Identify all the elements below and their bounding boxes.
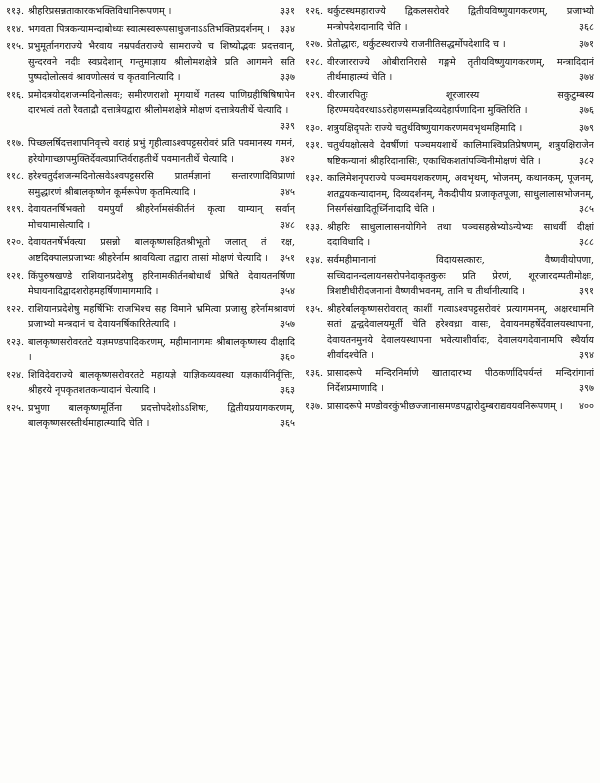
- index-entry: [305, 302, 594, 364]
- entry-page-number: ३५१: [280, 252, 295, 264]
- entry-text: भगवता पित्रकन्यामन्दाबोध्यः स्वात्मस्वरूपसाधुजनाऽऽतिभक्तिप्रदर्शनम् ।: [28, 23, 270, 35]
- entry-text: शत्रुयक्षिदृपतेः राज्ये चतुर्थविष्णुयागकरणमवभृथमहिमादि ।: [327, 122, 523, 134]
- entry-page-number: ३३७: [280, 72, 295, 84]
- entry-number: ११६.: [6, 89, 25, 101]
- index-entry: [305, 88, 594, 119]
- entry-text: चतुर्थयक्षोत्सवे देवर्षीणां पञ्चमयशार्थे कालिमाश्विप्रतिप्रेषणम्, शत्रुयक्षिराजेन षष्टिकन्यानां श्रीहरिदानासिः, एकाधिकशतांपञ्चिनीमोक्षणं चेति ।: [327, 140, 594, 167]
- index-entry: [6, 235, 295, 266]
- index-entry: [305, 366, 594, 397]
- entry-page-number: ३४८: [280, 219, 295, 231]
- entry-number: १२१.: [6, 270, 25, 282]
- entry-text: सर्वमहीमानानां विदायसत्कारः, वैष्णवीयोपणा, सच्चिदानन्दलायनसरोपनेदाकृतकुरुः प्रति प्रेरणं, शूरजारदम्पतीमोक्षः, त्रिशष्टीधीरीदजनानां वैष्णवीभवनम्, तानि च तीर्थानीत्यादि ।: [327, 254, 594, 298]
- entry-text: वीरजारराज्ये ओबीरानिरासे गङ्गमे तृतीयविष्णुयागकरणम्, मन्त्रादिदानं तीर्थमाहात्म्यं चेति ।: [327, 56, 594, 84]
- entry-text: देवायतनर्षेर्भक्त्या प्रसन्नो बालकृष्णसहितश्रीभूतो जलात् तं रक्ष, अष्टदिक्पालप्रजाभ्यः श्रीहरेर्नाम श्रावयित्वा तद्वारा तासां मोक्षणं चेत्यादि ।: [28, 237, 295, 264]
- entry-number: १२५.: [6, 402, 25, 414]
- entry-text: देवायतनर्षिभक्तो यमपुर्यां श्रीहरेर्नामसंकीर्तनं कृत्वा याम्यान् सर्वान् मोचयामासेत्यादि ।: [28, 204, 295, 231]
- entry-page-number: ३४५: [280, 186, 295, 198]
- entry-number: १२९.: [305, 89, 324, 101]
- entry-number: १२७.: [305, 39, 324, 51]
- entry-number: १३३.: [305, 221, 324, 233]
- entry-text: प्रभुणा बालकृष्णमूर्तिना प्रदत्तोपदेशोऽऽशिषः, द्वितीयप्रयागकरणम्, बालकृष्णसरस्तीर्थमाहात्म्यादि चेति ।: [28, 402, 295, 430]
- entry-page-number: ३३४: [280, 23, 295, 35]
- index-entry: [6, 136, 295, 167]
- entry-text: थर्कुटस्थमहाराज्ये द्विकलसरोवरे द्वितीयविष्णुयागकरणम्, प्रजाभ्यो मन्त्रोपदेशदानादि चेति ।: [327, 6, 594, 33]
- entry-page-number: ३६८: [579, 21, 594, 33]
- index-entry: [305, 138, 594, 169]
- entry-text: राशियानप्रदेशेषु महर्षिभिः राजभिश्च सह विमाने भ्रमित्वा प्रजासु हरेर्नामश्रावणं प्रजाभ्यो मन्त्रदानं च देवायनर्षिकारितेत्यादि ।: [28, 303, 295, 331]
- index-entry: [6, 22, 295, 38]
- entry-text: प्रमोदत्रयोदशजन्मदिनोत्सवः; समीरणराशो मृगयार्थे गतस्य पाणिग्रहीषिषिषापेन दारभत्वं ततो रैवताद्रौ दत्तात्रेयद्वारा श्रीलोमशक्षेत्रे मोक्षणं दत्तात्रेयतीर्थे चेत्यादि ।: [28, 89, 295, 117]
- right-column: [305, 4, 594, 783]
- entry-number: १२३.: [6, 336, 25, 348]
- index-entry: [6, 169, 295, 200]
- index-entry: [6, 269, 295, 300]
- entry-number: १३४.: [305, 254, 324, 266]
- entry-page-number: ३५४: [280, 286, 295, 298]
- entry-text: प्रभुमूर्तानगराज्ये भैरवाय नम्रपर्वतराज्ये सामराज्ये च शिष्योद्भवः प्रदत्तवान्, सुन्दरवने नदीः स्वप्रदेशान् गन्तुमाज्ञाय श्रीलोमशक्षेत्रे प्रति आगमने सति पुष्पदोलोत्सवं श्रावणोत्सवं च कृतवानित्यादि ।: [28, 41, 295, 84]
- entry-number: १३१.: [305, 140, 324, 152]
- entry-number: ११५.: [6, 41, 25, 53]
- index-entry: [305, 253, 594, 300]
- entry-page-number: ३७१: [579, 39, 594, 51]
- entry-page-number: ३७९: [579, 122, 594, 134]
- entry-page-number: ३८२: [579, 155, 594, 167]
- entry-number: १२२.: [6, 303, 25, 315]
- entry-page-number: ३८८: [579, 237, 594, 249]
- entry-page-number: ३६०: [280, 352, 295, 364]
- index-entry: [305, 171, 594, 218]
- entry-number: ११३.: [6, 6, 25, 17]
- entry-number: १३२.: [305, 173, 324, 185]
- index-entry: [6, 368, 295, 399]
- entry-text: हरेश्चतुर्दशजन्मदिनोत्सवेऽश्वपट्टसरसि प्रातर्मज्ञानां सन्तारणादिविप्राणां समुद्धारणं श्रीबालकृष्णेन कूर्मरूपेण कृतमित्यादि ।: [28, 171, 295, 198]
- left-column: [6, 4, 295, 783]
- entry-page-number: ३५७: [280, 319, 295, 331]
- index-entry: [305, 121, 594, 137]
- entry-page-number: ३९१: [579, 286, 594, 298]
- index-entry: [305, 37, 594, 53]
- entry-text: कालिमेशनृपराज्ये पञ्चमयशकरणम्, अवभृथम्, भोजनम्, कथानकम्, पूजनम्, शतद्वयकन्यादानम्, दिव्यदर्शनम्, नैकदीपीय प्रजाकृतपूजा, साधुलालासभोजनम्, निसर्गसंखादितूर्ध्निनादादि चेति ।: [327, 173, 594, 216]
- entry-text: किंपुरुषखण्डे राशियानप्रदेशेषु हरिनामकीर्तनबोधार्थं प्रेषिते देवायतनर्षिणा मेघायनादिद्वादशरोहमहर्षिणामागमादि ।: [28, 270, 295, 298]
- entry-number: ११८.: [6, 171, 25, 183]
- entry-page-number: ३९४: [579, 350, 594, 362]
- index-entry: [6, 4, 295, 20]
- entry-text: श्रीहरेर्बालकृष्णसरोवरात् काशीं गत्वाऽश्वपट्टसरोवरं प्रत्यागमनम्, अक्षरधामनि सतां द्वन्द्वदेवालयमूर्ती चेति हरेश्वध्रा वासः, देवायनमहर्षेर्देवालयस्थापना, देवायतनमुनये देवालयस्थापना भवेत्याशीर्वादः, देवालयगदेवानामपि स्थैर्याय शीर्वादश्चेति ।: [327, 303, 594, 362]
- index-entry: [6, 88, 295, 135]
- index-entry: [6, 335, 295, 366]
- entry-page-number: ३३१: [280, 6, 295, 17]
- entry-page-number: ३३९: [280, 120, 295, 132]
- index-entry: [305, 4, 594, 35]
- entry-number: ११९.: [6, 204, 25, 216]
- index-entry: [6, 401, 295, 432]
- entry-text: श्रीहरिप्रसन्नताकारकभक्तिविधानिरूपणम् ।: [28, 6, 172, 17]
- index-entry: [6, 302, 295, 333]
- entry-page-number: ३८५: [579, 204, 594, 216]
- entry-number: १२८.: [305, 56, 324, 68]
- entry-number: १२६.: [305, 6, 324, 17]
- index-entry: [6, 202, 295, 233]
- entry-text: प्रासादरूपे मण्डोवरकुंभीछज्जानासमण्डपद्वारोदुम्बराद्यवयवनिरूपणम् ।: [327, 400, 563, 412]
- entry-page-number: ३७६: [579, 105, 594, 117]
- entry-page-number: ३६३: [280, 385, 295, 397]
- entry-text: प्रेतोद्धारः, थर्कुटस्थराज्ये राजनीतिसद्धर्मोपदेशादि च ।: [327, 39, 506, 51]
- index-entry: [305, 399, 594, 415]
- entry-text: वीरजारपितुः शूरजारस्य सकुटुम्बस्य हिरण्मयदेवरथाऽऽरोहणसम्पन्नदिव्यदेहार्पणादिना मुक्तिरिति ।: [327, 89, 594, 117]
- entry-text: प्रासादरूपे मन्दिरनिर्माणे खातादारभ्य पीठकर्णादिपर्यन्तं मन्दिरांगानां निर्देशप्रमाणादि ।: [327, 367, 594, 395]
- index-entry: [6, 39, 295, 86]
- entry-text: पिच्छलर्षिदत्तशापनिवृत्त्ये वराहं प्रभुं गृहीत्वाऽश्वपट्टसरोवरं प्रति पवमानस्य गमनं, हरेयोगाच्छापमुक्तिर्देवत्वप्राप्तिर्वराहतीर्थे पवमानतीर्थे चेत्यादि ।: [28, 138, 295, 165]
- entry-page-number: ३७४: [579, 72, 594, 84]
- entry-number: १२४.: [6, 369, 25, 381]
- entry-number: १३७.: [305, 400, 324, 412]
- index-entry: [305, 220, 594, 251]
- entry-text: श्रीहरिः साधुलालासनयोगिने तथा पञ्चसहस्रेभ्योऽन्येभ्यः साधर्वी दीक्षां ददाविधादि ।: [327, 221, 594, 249]
- entry-number: ११७.: [6, 138, 25, 150]
- entry-number: ११४.: [6, 23, 25, 35]
- entry-number: १३०.: [305, 122, 324, 134]
- entry-number: १३५.: [305, 303, 324, 315]
- entry-page-number: ४००: [579, 400, 594, 412]
- entry-number: १२०.: [6, 237, 25, 249]
- index-entry: [305, 55, 594, 86]
- entry-page-number: ३४२: [280, 153, 295, 165]
- entry-text: शिविदेवराज्ये बालकृष्णसरोवरतटे महायज्ञे याज्ञिकव्यवस्था यज्ञकार्यनिर्वृत्तिः, श्रीहरये नृपकृतशतकन्यादानं चेत्यादि ।: [28, 369, 295, 397]
- entry-text: बालकृष्णसरोवरतटे यज्ञमण्डपादिकरणम्, महीमानागमः श्रीबालकृष्णस्य दीक्षादि ।: [28, 336, 295, 364]
- entry-page-number: ३६५: [280, 418, 295, 430]
- entry-number: १३६.: [305, 367, 324, 379]
- entry-page-number: ३९७: [579, 383, 594, 395]
